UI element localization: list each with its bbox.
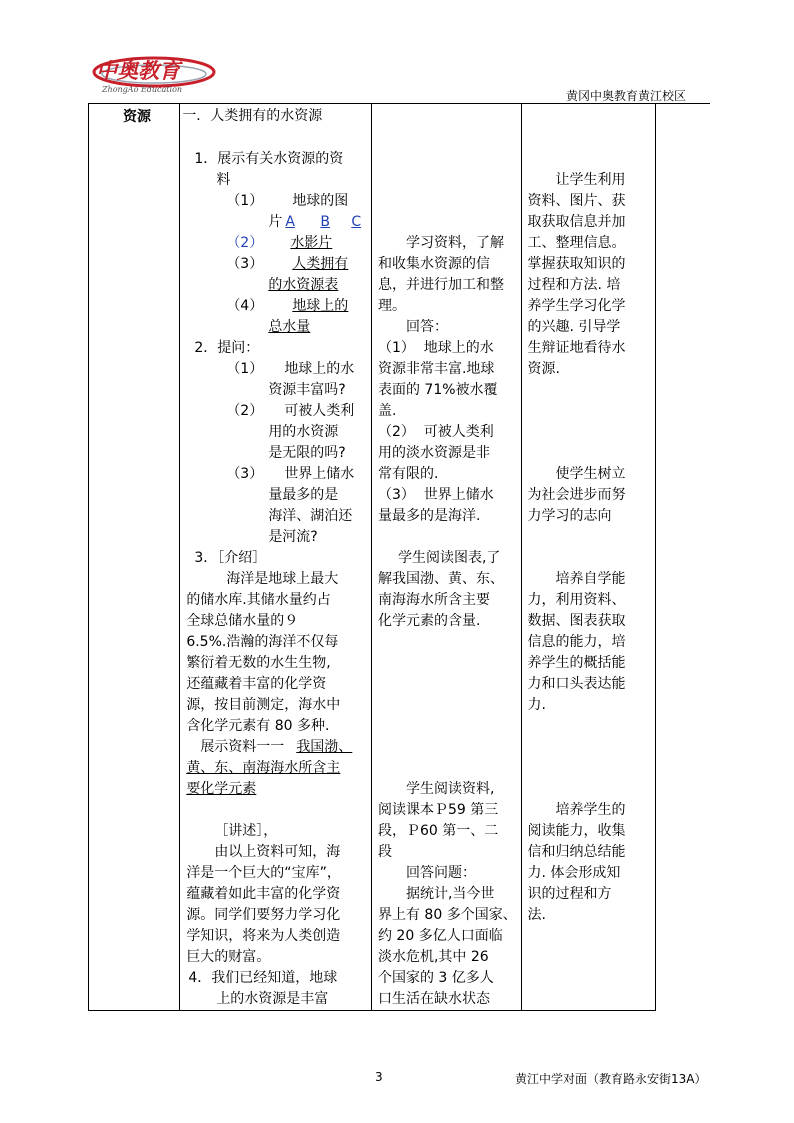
text-line: 4．我们已经知道，地球 [188, 970, 338, 986]
text-line: 源。同学们要努力学习化 [186, 907, 341, 923]
paragraph: （1） 地球上的水 资源非常丰富.地球 表面的 71%被水覆 盖. [377, 340, 498, 419]
text-line: 蕴藏着如此丰富的化学资 [186, 886, 341, 902]
text-line: 量最多的是 [268, 487, 339, 503]
item-number: （4） [226, 298, 264, 314]
text-line: 学知识，将来为人类创造 [186, 928, 341, 944]
total-water-link-cont[interactable]: 总水量 [268, 319, 311, 335]
text-line: 地球的图 [292, 193, 349, 209]
design-intent-cell [521, 104, 656, 1011]
text-line: 海洋是地球上最大 [226, 571, 339, 587]
item-number: （3） [226, 466, 264, 482]
text-line: 海洋、湖泊还 [268, 508, 353, 524]
text-line: 2．提问： [194, 340, 260, 356]
text-line: ［讲述］， [214, 823, 278, 839]
paragraph: 培养自学能 力，利用资料、 数据、图表获取 信息的能力，培 养学生的概括能 力和口头表达能 力. [527, 571, 626, 713]
text-line: 全球总储水量的９ [186, 613, 299, 629]
water-table-link-cont[interactable]: 的水资源表 [268, 277, 339, 293]
table-row [89, 104, 656, 1011]
school-name: 黄冈中奥教育黄江校区 [566, 89, 687, 103]
paragraph: 学生阅读资料, 阅读课本Ｐ59 第三 段，Ｐ60 第一、二 段 [377, 781, 499, 860]
text-line: 还蕴藏着丰富的化学资 [186, 676, 327, 692]
text-line: 片 [268, 214, 283, 230]
item-number: （3） [226, 256, 264, 272]
text-line: 繁衍着无数的水生生物, [186, 655, 331, 671]
picture-link-c[interactable]: C [351, 214, 362, 230]
picture-link-b[interactable]: B [320, 214, 330, 230]
paragraph: 使学生树立 为社会进步而努 力学习的志向 [527, 466, 626, 524]
text-line: 世界上储水 [284, 466, 355, 482]
text-line: 上的水资源是丰富 [216, 991, 329, 1007]
paragraph: 回答问题： [405, 865, 476, 881]
student-activity-cell [371, 104, 521, 1011]
water-table-link[interactable]: 人类拥有 [292, 256, 349, 272]
text-line: 资源丰富吗? [268, 382, 346, 398]
sea-elements-link[interactable]: 我国渤、 [296, 739, 353, 755]
text-line: 是无限的吗? [268, 445, 346, 461]
paragraph: （2） 可被人类利 用的淡水资源是非 常有限的. [377, 424, 494, 482]
paragraph: 学习资料，了解 和收集水资源的信 息，并进行加工和整 理。 [377, 235, 504, 314]
heading: 一．人类拥有的水资源 [182, 108, 323, 124]
section-label: 资源 [123, 109, 151, 125]
paragraph: 让学生利用 资料、图片、获 取获取信息并加 工、整理信息。 掌握获取知识的 过程和方法. 培 养学生学习化学 的兴趣. 引导学 生辩证地看待水 资源. [527, 172, 626, 377]
lesson-table [88, 103, 656, 1011]
paragraph: 学生阅读图表,了 解我国渤、黄、东、 南海海水所含主要 化学元素的含量. [377, 550, 504, 629]
text-line: 源，按目前测定，海水中 [186, 697, 341, 713]
text-line: 含化学元素有 80 多种. [186, 718, 330, 734]
item-number: （2） [226, 403, 264, 419]
logo [92, 52, 222, 100]
text-line: 是河流? [268, 529, 318, 545]
teacher-activity-cell [180, 104, 372, 1011]
sea-elements-link-cont[interactable]: 要化学元素 [186, 781, 257, 797]
paragraph: 据统计,当今世 界上有 80 多个国家、 约 20 多亿人口面临 淡水危机,其中 26 个国家的 3 亿多人 口生活在缺水状态 [377, 886, 517, 1007]
text-line: 料 [216, 172, 231, 188]
text-line: 6.5%.浩瀚的海洋不仅每 [186, 634, 339, 650]
total-water-link[interactable]: 地球上的 [292, 298, 349, 314]
picture-link-a[interactable]: A [285, 214, 295, 230]
text-line: 1．展示有关水资源的资 [194, 151, 344, 167]
logo-subtext: ZhongAo Education [102, 85, 183, 94]
item-number: （1） [226, 193, 264, 209]
paragraph: （3） 世界上储水 量最多的是海洋. [377, 487, 494, 524]
text-line: 展示资料一一 [200, 739, 285, 755]
text-line: 巨大的财富。 [186, 949, 271, 965]
logo-text: 中奥教育 [96, 59, 180, 83]
section-label-cell [89, 104, 180, 1011]
sea-elements-link-cont[interactable]: 黄、东、南海海水所含主 [186, 760, 341, 776]
item-number: （1） [226, 361, 264, 377]
page-number: 3 [375, 1070, 383, 1084]
text-line: 地球上的水 [284, 361, 355, 377]
text-line: 用的水资源 [268, 424, 339, 440]
text-line: 由以上资料可知，海 [214, 844, 341, 860]
text-line: 3．［介绍］ [194, 550, 267, 566]
paragraph: 回答： [405, 319, 448, 335]
text-line: 的储水库.其储水量约占 [186, 592, 331, 608]
text-line: 可被人类利 [284, 403, 355, 419]
item-number: （2） [226, 235, 264, 251]
water-video-link[interactable]: 水影片 [290, 235, 333, 251]
text-line: 洋是一个巨大的“宝库”， [186, 865, 341, 881]
paragraph: 培养学生的 阅读能力，收集 信和归纳总结能 力. 体会形成知 识的过程和方 法. [527, 802, 626, 923]
footer-address: 黄江中学对面（教育路永安街13A） [515, 1072, 707, 1086]
